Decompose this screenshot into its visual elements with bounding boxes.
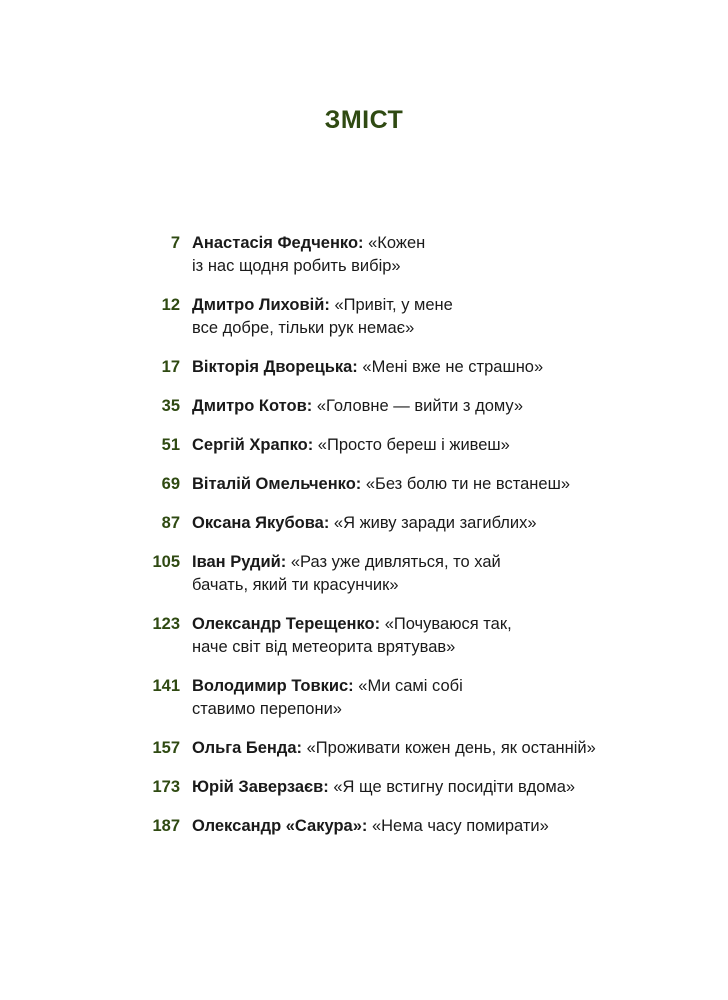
toc-quote-continuation: із нас щодня робить вибір»	[192, 257, 401, 275]
toc-entry[interactable]	[0, 294, 728, 340]
toc-author: Олександр Терещенко:	[192, 615, 381, 633]
toc-page-number: 173	[152, 778, 180, 796]
toc-entry-text	[192, 613, 592, 659]
toc-entry-line	[192, 473, 592, 496]
toc-author: Ольга Бенда:	[192, 739, 303, 757]
toc-author: Дмитро Лиховій:	[192, 296, 330, 314]
toc-page-number: 12	[161, 296, 180, 314]
page-title: ЗМІСТ	[324, 106, 404, 134]
toc-page-number: 123	[152, 615, 180, 633]
toc-quote: «Ми самі собі	[353, 677, 463, 695]
toc-entry[interactable]	[0, 776, 728, 799]
toc-quote: «Почуваюся так,	[380, 615, 512, 633]
toc-entry-text	[192, 776, 592, 799]
toc-entry-line	[192, 815, 592, 838]
toc-entry-text	[192, 815, 592, 838]
toc-quote: «Без болю ти не встанеш»	[361, 475, 570, 493]
toc-page-number: 7	[170, 234, 180, 252]
toc-author: Олександр «Сакура»:	[192, 817, 368, 835]
toc-page-number: 17	[161, 358, 180, 376]
toc-entry-line	[192, 776, 592, 799]
toc-entry-line	[192, 294, 592, 317]
toc-quote-continuation: ставимо перепони»	[192, 700, 342, 718]
toc-entry-text	[192, 675, 592, 721]
toc-entry-text	[192, 473, 592, 496]
toc-entry-text	[192, 232, 592, 278]
toc-quote: «Головне — вийти з дому»	[312, 397, 524, 415]
toc-author: Іван Рудий:	[192, 553, 287, 571]
toc-entry-text	[192, 434, 592, 457]
toc-quote: «Кожен	[363, 234, 426, 252]
toc-quote: «Нема часу помирати»	[367, 817, 549, 835]
toc-entry-line	[192, 434, 592, 457]
toc-quote-continuation: все добре, тільки рук немає»	[192, 319, 415, 337]
toc-entry-line	[192, 356, 592, 379]
toc-quote-continuation: наче світ від метеорита врятував»	[192, 638, 456, 656]
table-of-contents	[0, 232, 728, 854]
toc-entry[interactable]	[0, 356, 728, 379]
toc-entry-text	[192, 551, 592, 597]
toc-page-number: 105	[152, 553, 180, 571]
toc-entry-line	[192, 232, 592, 255]
toc-entry-line	[192, 512, 592, 535]
toc-entry-line	[192, 395, 592, 418]
toc-entry[interactable]	[0, 815, 728, 838]
toc-entry-text	[192, 294, 592, 340]
toc-author: Анастасія Федченко:	[192, 234, 364, 252]
toc-page-number: 187	[152, 817, 180, 835]
toc-entry-text	[192, 356, 592, 379]
toc-entry[interactable]	[0, 613, 728, 659]
toc-page-number: 35	[161, 397, 180, 415]
toc-quote: «Раз уже дивляться, то хай	[286, 553, 501, 571]
toc-quote: «Я ще встигну посидіти вдома»	[328, 778, 576, 796]
toc-entry[interactable]	[0, 232, 728, 278]
toc-author: Юрій Заверзаєв:	[192, 778, 329, 796]
toc-quote: «Я живу заради загиблих»	[329, 514, 537, 532]
toc-quote: «Проживати кожен день, як останній»	[302, 739, 596, 757]
toc-entry[interactable]	[0, 395, 728, 418]
toc-entry[interactable]	[0, 737, 728, 760]
toc-entry-text	[192, 395, 592, 418]
toc-author: Оксана Якубова:	[192, 514, 330, 532]
toc-entry-line	[192, 551, 592, 574]
toc-entry[interactable]	[0, 512, 728, 535]
toc-entry[interactable]	[0, 551, 728, 597]
toc-page-number: 87	[161, 514, 180, 532]
toc-author: Володимир Товкис:	[192, 677, 354, 695]
toc-entry[interactable]	[0, 473, 728, 496]
toc-entry-line	[192, 737, 596, 760]
toc-page-number: 69	[161, 475, 180, 493]
toc-entry[interactable]	[0, 434, 728, 457]
toc-author: Вікторія Дворецька:	[192, 358, 358, 376]
toc-entry-line	[192, 675, 592, 698]
toc-page-number: 51	[161, 436, 180, 454]
toc-quote-continuation: бачать, який ти красунчик»	[192, 576, 399, 594]
toc-page-number: 141	[152, 677, 180, 695]
toc-author: Віталій Омельченко:	[192, 475, 362, 493]
toc-quote: «Просто береш і живеш»	[313, 436, 510, 454]
toc-quote: «Привіт, у мене	[329, 296, 453, 314]
toc-author: Дмитро Котов:	[192, 397, 313, 415]
toc-entry-text	[192, 737, 596, 760]
toc-page-number: 157	[152, 739, 180, 757]
toc-entry[interactable]	[0, 675, 728, 721]
toc-quote: «Мені вже не страшно»	[357, 358, 544, 376]
toc-author: Сергій Храпко:	[192, 436, 314, 454]
toc-entry-text	[192, 512, 592, 535]
toc-entry-line	[192, 613, 592, 636]
